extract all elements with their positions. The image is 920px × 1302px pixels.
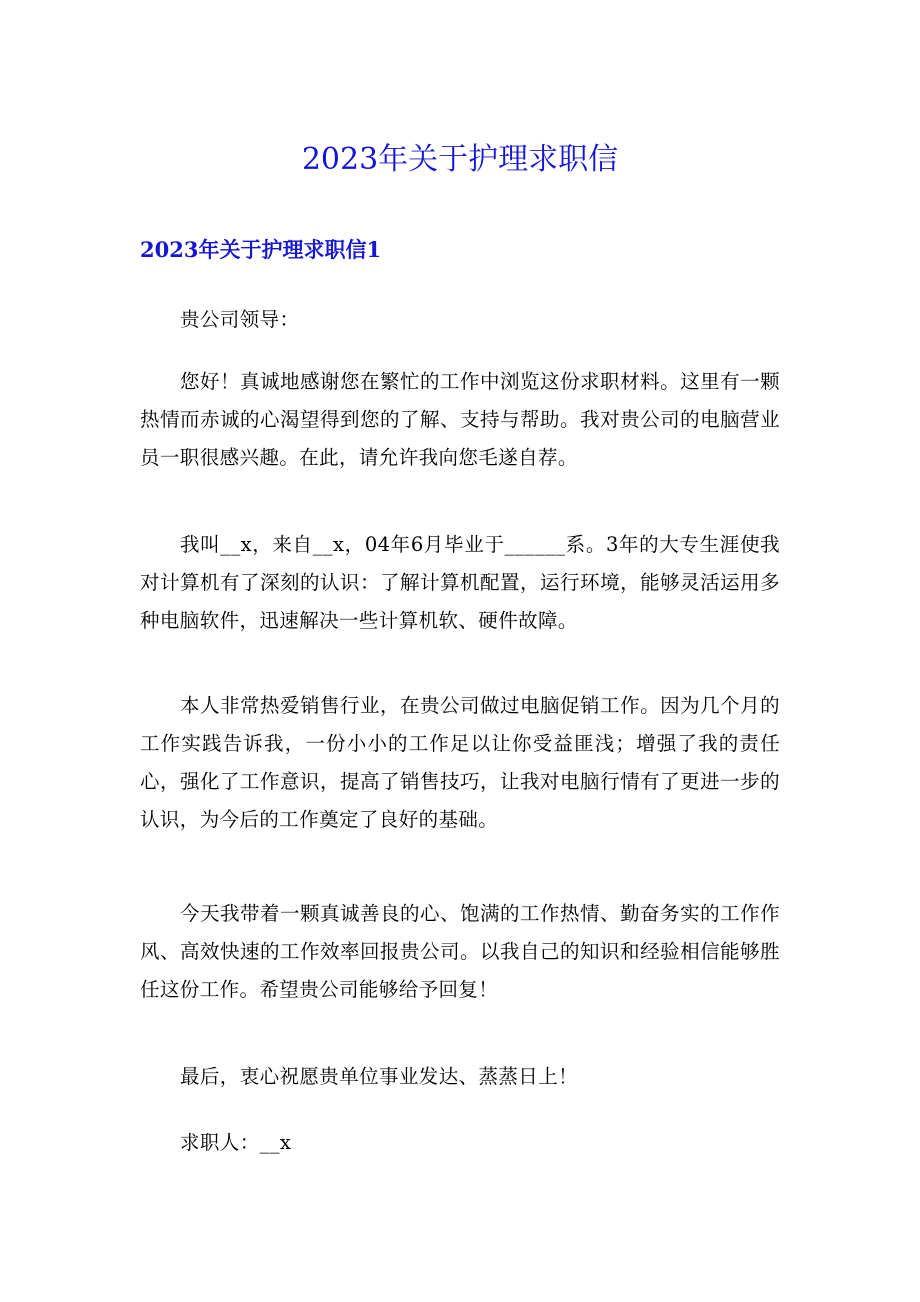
paragraph-signature: 求职人：__x (180, 1131, 292, 1154)
paragraph-education: 我叫__x，来自__x，04年6月毕业于______系。3年的大专生涯使我对计算机有了深刻的认识：了解计算机配置，运行环境，能够灵活运用多种电脑软件，迅速解决一些计算机软、硬件故障。 (140, 533, 780, 632)
section-heading: 2023年关于护理求职信1 (140, 237, 382, 262)
paragraph-commitment: 今天我带着一颗真诚善良的心、饱满的工作热情、勤奋务实的工作作风、高效快速的工作效率回报贵公司。以我自己的知识和经验相信能够胜任这份工作。希望贵公司能够给予回复！ (140, 902, 780, 1001)
paragraph-greeting: 您好！真诚地感谢您在繁忙的工作中浏览这份求职材料。这里有一颗热情而赤诚的心渴望得到您的了解、支持与帮助。我对贵公司的电脑营业员一职很感兴趣。在此，请允许我向您毛遂自荐。 (140, 370, 780, 469)
paragraph-salutation: 贵公司领导： (180, 308, 300, 331)
paragraph-experience: 本人非常热爱销售行业，在贵公司做过电脑促销工作。因为几个月的工作实践告诉我，一份小小的工作足以让你受益匪浅；增强了我的责任心，强化了工作意识，提高了销售技巧，让我对电脑行情有了更进一步的认识，为今后的工作奠定了良好的基础。 (140, 694, 780, 831)
paragraph-closing: 最后，衷心祝愿贵单位事业发达、蒸蒸日上！ (180, 1065, 579, 1088)
document-title: 2023年关于护理求职信 (301, 142, 619, 177)
